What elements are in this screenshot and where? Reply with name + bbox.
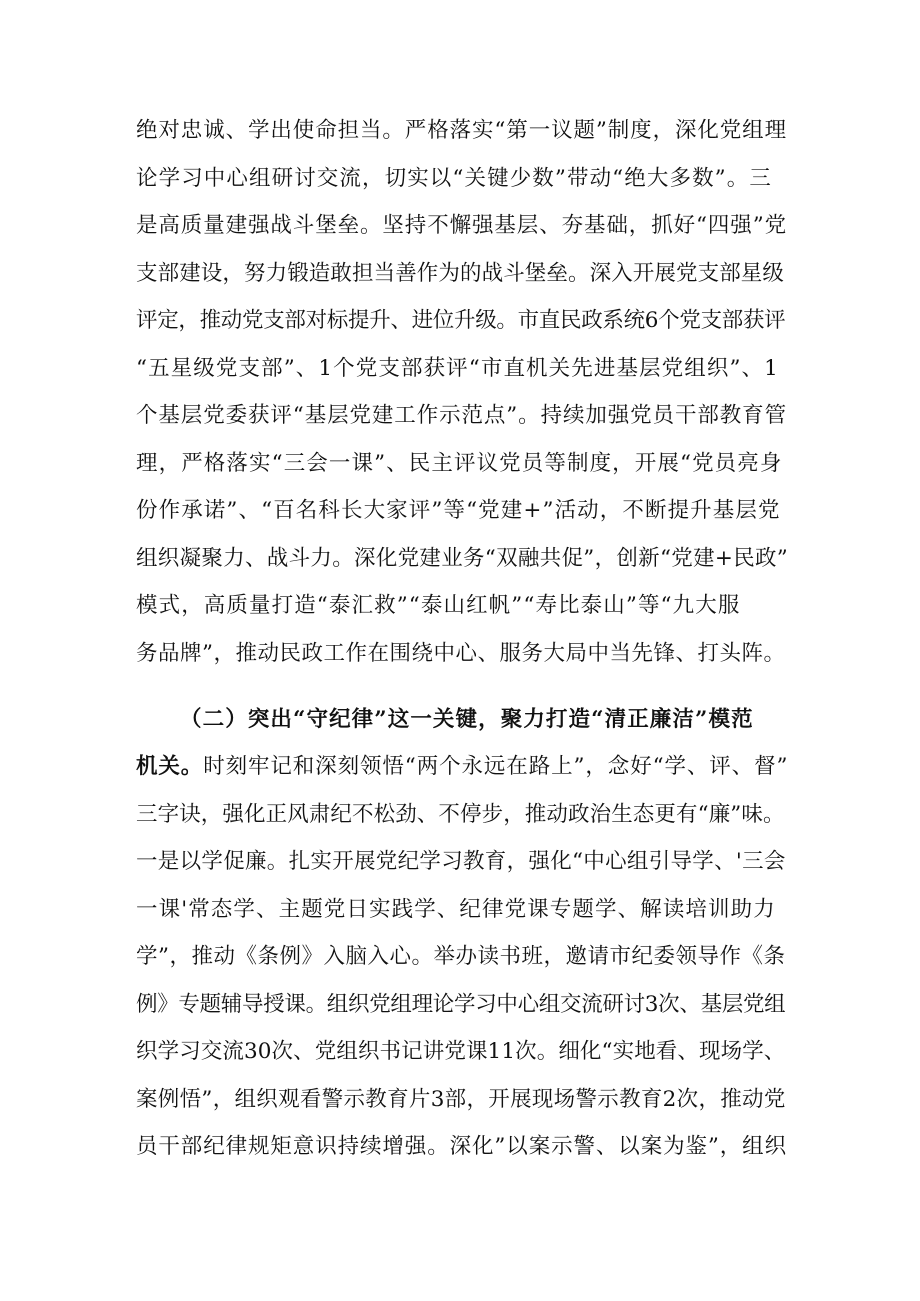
text-line: 绝对忠诚、学出使命担当。严格落实“第一议题”制度，深化党组理 — [136, 118, 787, 143]
text-line: 支部建设，努力锻造敢担当善作为的战斗堡垒。深入开展党支部星级 — [136, 261, 785, 286]
text-line: 案例悟”，组织观看警示教育片3部，开展现场警示教育2次，推动党 — [136, 1087, 786, 1112]
text-line: 一课'常态学、主题党日实践学、纪律党课专题学、解读培训助力 — [136, 897, 776, 922]
text-line: 论学习中心组研讨交流，切实以“关键少数”带动“绝大多数”。三 — [136, 166, 772, 191]
text-line: 学”，推动《条例》入脑入心。举办读书班，邀请市纪委领导作《条 — [136, 944, 786, 969]
text-line: 三字诀，强化正风肃纪不松劲、不停步，推动政治生态更有“廉”味。 — [136, 802, 785, 827]
text-line: 模式，高质量打造“泰汇救”“泰山红帆”“寿比泰山”等“九大服 — [136, 593, 741, 618]
text-line: 务品牌”，推动民政工作在围绕中心、服务大局中当先锋、打头阵。 — [136, 641, 786, 666]
text-line-with-heading-end — [136, 752, 788, 782]
text-line: 份作承诺”、“百名科长大家评”等“党建+”活动，不断提升基层党 — [136, 498, 781, 523]
text-line: 理，严格落实“三会一课”、民主评议党员等制度，开展“党员亮身 — [136, 451, 783, 476]
text-span: 时刻牢记和深刻领悟“两个永远在路上”，念好“学、评、督” — [203, 754, 789, 779]
text-line: “五星级党支部”、1个党支部获评“市直机关先进基层党组织”、1 — [136, 356, 779, 381]
text-line: 组织凝聚力、战斗力。深化党建业务“双融共促”，创新“党建+民政” — [136, 546, 789, 571]
text-line: 个基层党委获评“基层党建工作示范点”。持续加强党员干部教育管 — [136, 403, 787, 428]
text-line: 一是以学促廉。扎实开展党纪学习教育，强化“中心组引导学、'三会 — [136, 849, 786, 874]
text-line: 是高质量建强战斗堡垒。坚持不懈强基层、夯基础，抓好“四强”党 — [136, 213, 787, 238]
text-line: 织学习交流30次、党组织书记讲党课11次。细化“实地看、现场学、 — [136, 1039, 786, 1064]
text-line: 例》专题辅导授课。组织党组理论学习中心组交流研讨3次、基层党组 — [136, 992, 786, 1017]
section-heading: （二）突出“守纪律”这一关键，聚力打造“清正廉洁”模范 — [180, 707, 754, 732]
text-line: 评定，推动党支部对标提升、进位升级。市直民政系统6个党支部获评 — [136, 308, 786, 333]
section-heading-end: 机关。 — [136, 754, 204, 779]
text-line: 员干部纪律规矩意识持续增强。深化”以案示警、以案为鉴”，组织 — [136, 1134, 787, 1159]
